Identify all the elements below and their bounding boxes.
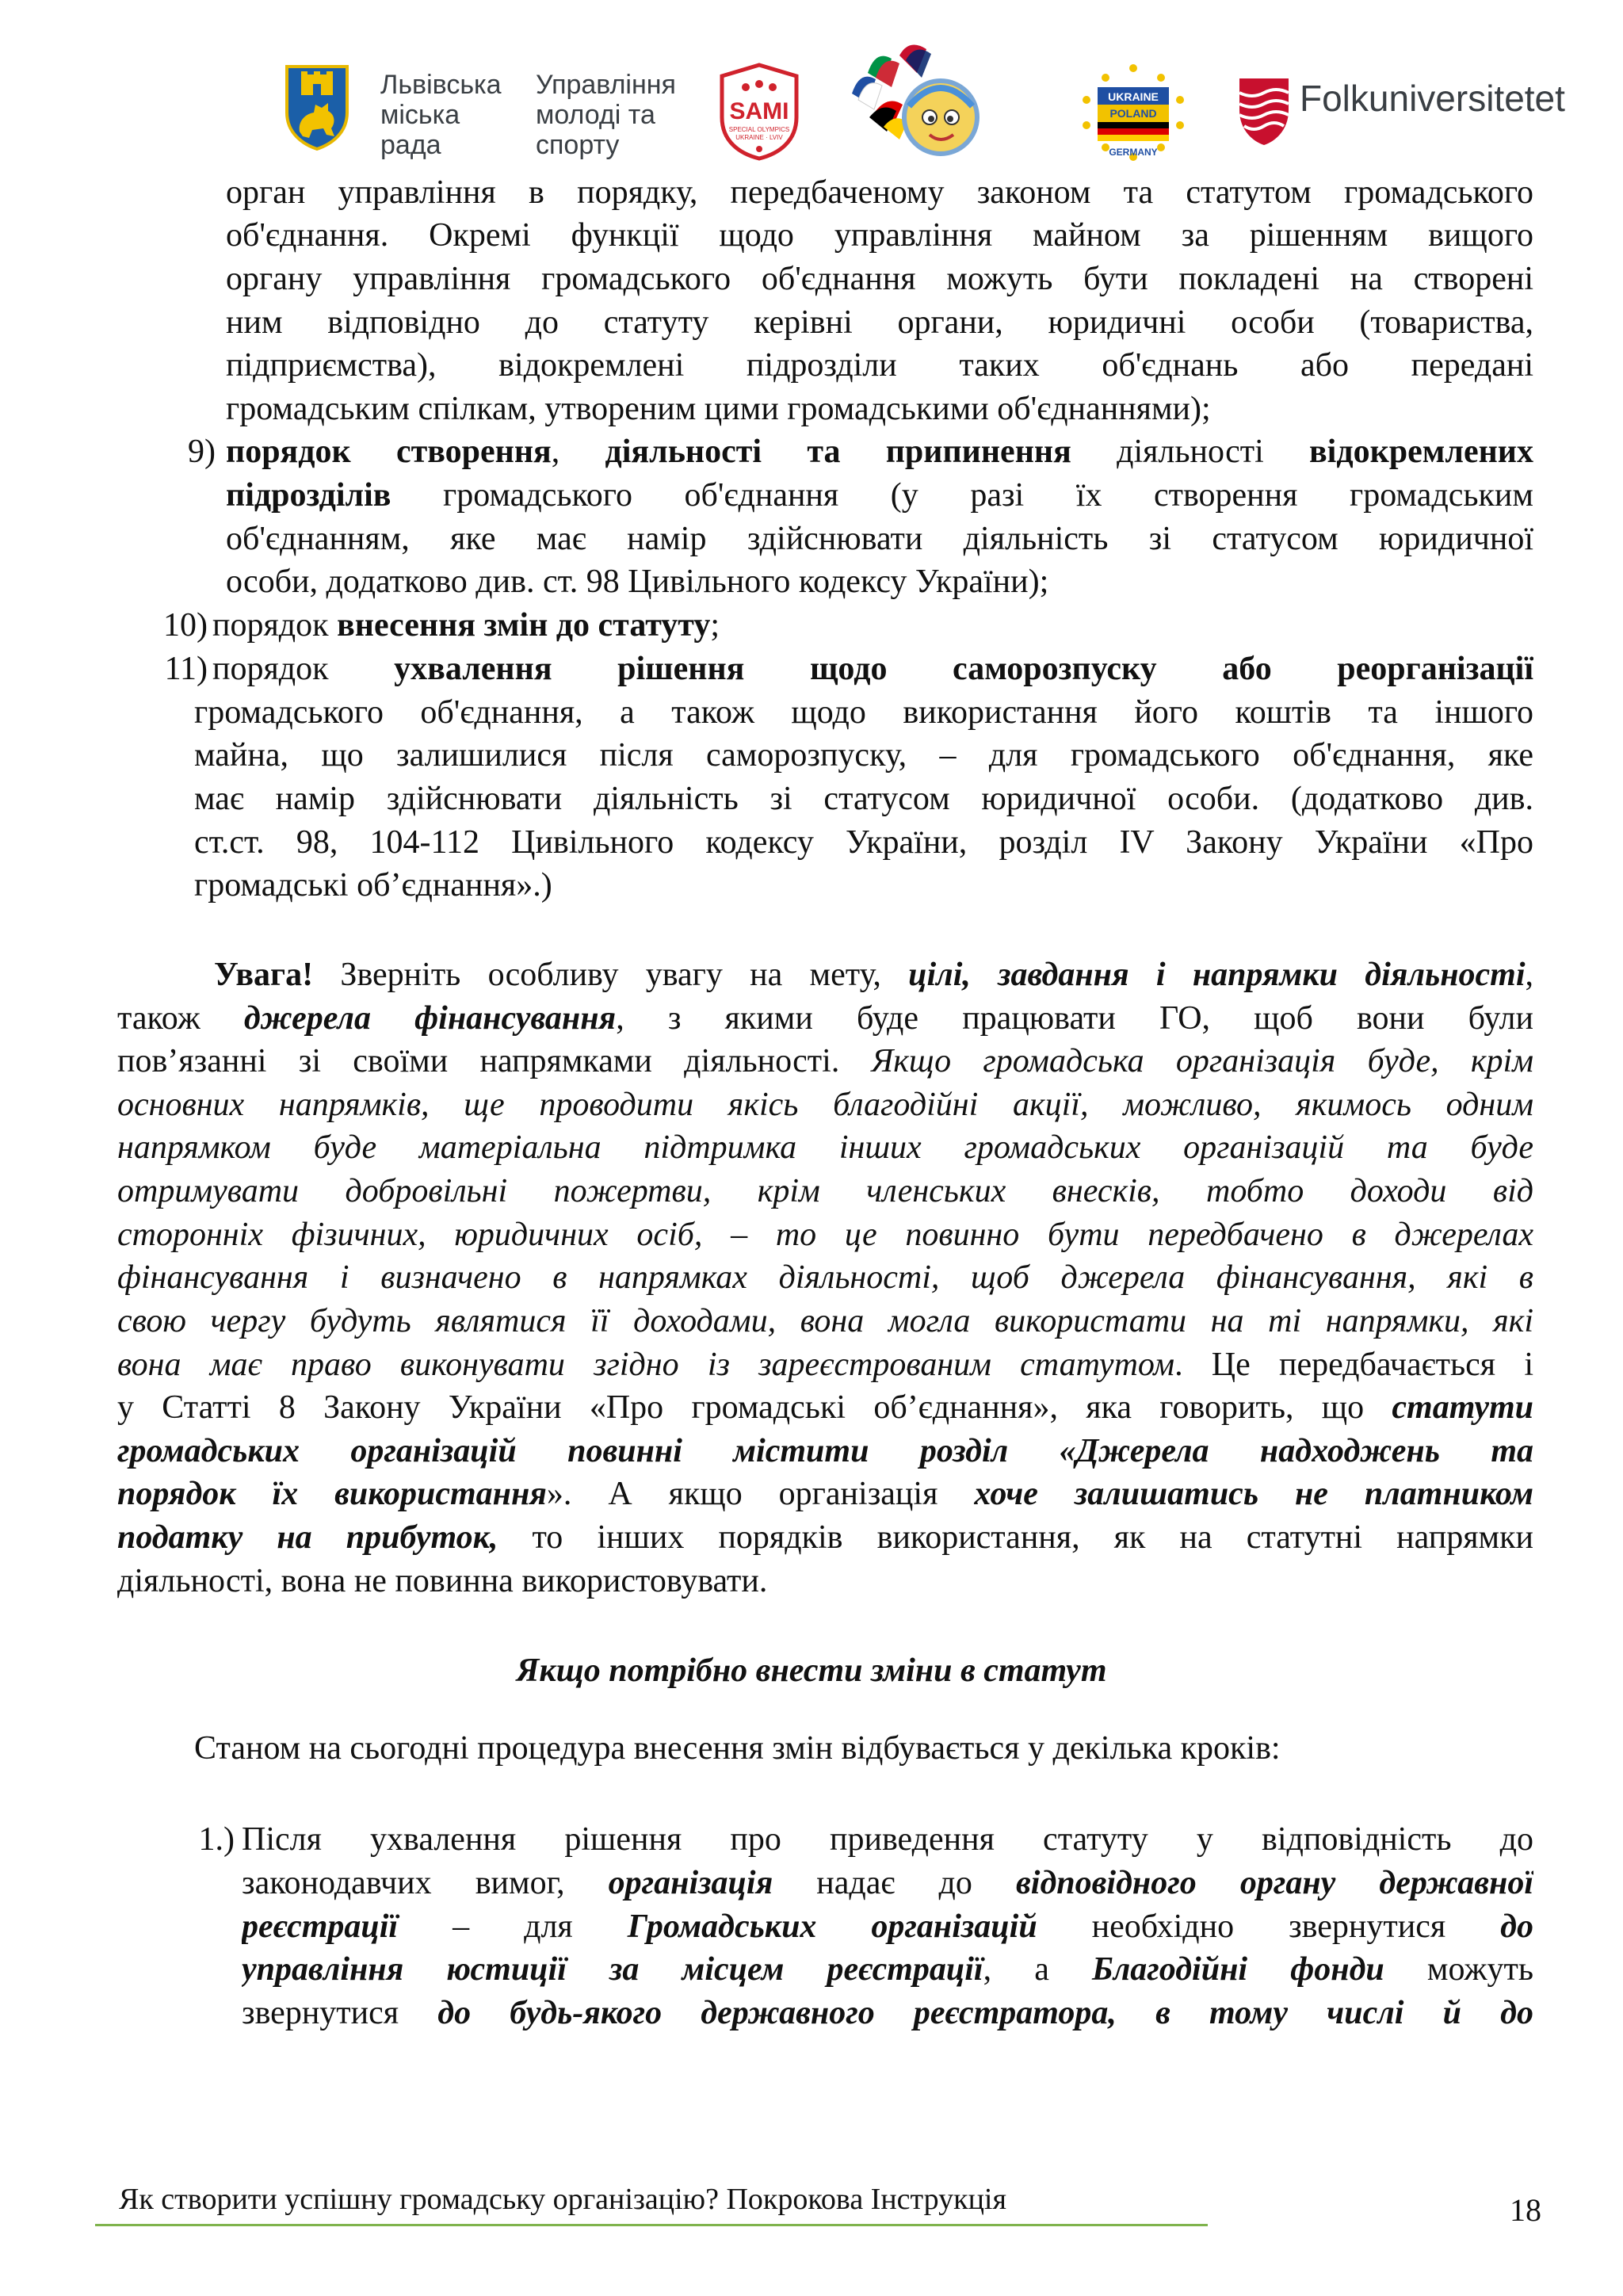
section-heading: Якщо потрібно внести зміни в статут: [516, 1652, 1107, 1689]
text-line: особи, додатково див. ст. 98 Цивільного кодексу України);: [226, 563, 1049, 600]
lviv-coat-of-arms-icon: [284, 63, 350, 151]
text-span: ,: [1525, 957, 1533, 993]
bold-italic-text: організація: [608, 1865, 773, 1901]
text-span: діяльності: [1071, 434, 1309, 470]
bold-italic-text: джерела фінансування: [243, 1000, 617, 1037]
list-number: 11): [164, 651, 208, 687]
text-line: [117, 1430, 1533, 1473]
bold-italic-text: цілі, завдання і напрямки діяльності: [908, 957, 1526, 993]
text-line: [242, 1905, 1533, 1948]
bold-text: відокремлених: [1308, 434, 1533, 470]
text-span: у Статті 8 Закону України «Про громадські об’єднання», яка говорить, що: [117, 1389, 1392, 1426]
bold-text: діяльності та припинення: [605, 434, 1071, 470]
text-line: Після ухвалення рішення про приведення статуту у відповідність до: [242, 1821, 1533, 1858]
page-number: 18: [1510, 2192, 1541, 2228]
text-span: Зверніть особливу увагу на мету,: [313, 957, 909, 993]
text-span: законодавчих вимог,: [242, 1865, 609, 1901]
logo-line: молоді та: [536, 100, 655, 130]
text-line: [117, 1516, 1533, 1559]
text-line: діяльності, вона не повинна використовувати.: [117, 1563, 768, 1599]
text-line: громадського об'єднання, а також щодо використання його коштів та іншого: [194, 694, 1533, 731]
text-line: підприємства), відокремлені підрозділи таких об'єднань або передані: [226, 347, 1533, 384]
text-line: [226, 430, 1533, 473]
bold-italic-text: Благодійні фонди: [1092, 1951, 1384, 1988]
list-number: 10): [163, 607, 208, 644]
text-line: ст.ст. 98, 104-112 Цивільного кодексу України, розділ IV Закону України «Про: [194, 824, 1533, 861]
text-line: [214, 953, 1533, 996]
youth-sport-department-label: [536, 70, 676, 160]
text-span: ». А якщо організація: [546, 1476, 975, 1512]
folkuniversitetet-wordmark: Folkuniversitetet: [1300, 78, 1565, 119]
ukraine-poland-germany-logo: [1074, 60, 1193, 163]
text-line: Станом на сьогодні процедура внесення змін відбувається у декілька кроків:: [194, 1730, 1281, 1767]
logo-line: Управління: [536, 70, 676, 100]
lviv-city-council-label: [380, 70, 502, 160]
text-line: [117, 1473, 1533, 1515]
text-span: звернутися: [242, 1995, 438, 2031]
svg-text:GERMANY: GERMANY: [1109, 147, 1158, 158]
text-span: . Це передбачається і: [1174, 1347, 1533, 1383]
italic-text: сторонніх фізичних, юридичних осіб, – то це повинно бути передбачено в джерелах: [117, 1217, 1533, 1253]
text-span: ;: [710, 607, 720, 644]
italic-text: Якщо громадська організація буде, крім: [871, 1043, 1533, 1079]
text-span: можуть: [1384, 1951, 1533, 1988]
text-span: порядок: [212, 651, 395, 687]
bold-italic-text: статути: [1392, 1389, 1533, 1426]
bold-italic-text: податку на прибуток,: [117, 1519, 498, 1556]
logo-line: спорту: [536, 130, 620, 160]
footer-divider: [95, 2224, 1208, 2226]
italic-text: основних напрямків, ще проводити якісь благодійні акції, можливо, якимось одним: [117, 1087, 1533, 1123]
italic-text: вона має право виконувати згідно із зареєстрованим статутом: [117, 1347, 1175, 1383]
bold-italic-text: хоче залишатись не платником: [974, 1476, 1533, 1512]
text-line: [226, 474, 1533, 517]
text-line: [242, 1948, 1533, 1991]
svg-text:POLAND: POLAND: [1109, 107, 1157, 120]
text-line: об'єднанням, яке має намір здійснювати діяльність зі статусом юридичної: [226, 521, 1533, 557]
logo-line: Львівська: [380, 70, 502, 100]
text-span: порядок: [212, 607, 338, 644]
text-span: то інших порядків використання, як на статутні напрямки: [498, 1519, 1533, 1556]
text-line: [117, 1213, 1533, 1256]
text-line: [212, 648, 1533, 690]
text-line: [117, 1170, 1533, 1213]
bold-italic-text: громадських організацій повинні містити розділ «Джерела надходжень та: [117, 1433, 1533, 1469]
text-line: має намір здійснювати діяльність зі статусом юридичної особи. (додатково див.: [194, 781, 1533, 817]
text-span: , а: [983, 1951, 1093, 1988]
bold-italic-text: відповідного органу державної: [1016, 1865, 1533, 1901]
text-span: необхідно звернутися: [1037, 1908, 1501, 1945]
text-line: громадським спілкам, утвореним цими громадськими об'єднаннями);: [226, 391, 1211, 427]
folkuniversitetet-logo-icon: [1236, 75, 1292, 147]
text-line: орган управління в порядку, передбаченому законом та статутом громадського: [226, 174, 1533, 211]
text-span: також: [117, 1000, 244, 1037]
bold-text: підрозділів: [226, 477, 391, 514]
text-line: [242, 1992, 1533, 2034]
text-line: громадські об’єднання».): [194, 867, 552, 904]
bold-text: порядок створення: [226, 434, 552, 470]
bold-text: внесення змін до статуту: [337, 607, 711, 644]
text-span: ,: [551, 434, 605, 470]
text-line: [242, 1862, 1533, 1904]
bold-italic-text: управління юстиції за місцем реєстрації: [242, 1951, 983, 1988]
bold-italic-text: Громадських організацій: [627, 1908, 1037, 1945]
svg-text:UKRAINE · LVIV: UKRAINE · LVIV: [735, 134, 783, 141]
bold-italic-text: порядок їх використання: [117, 1476, 547, 1512]
bold-italic-text: до будь-якого державного реєстратора, в тому числі й до: [437, 1995, 1533, 2031]
svg-text:SPECIAL OLYMPICS: SPECIAL OLYMPICS: [728, 126, 790, 133]
text-line: [117, 1300, 1533, 1343]
text-line: об'єднання. Окремі функції щодо управління майном за рішенням вищого: [226, 217, 1533, 254]
text-line: [117, 1343, 1533, 1386]
svg-text:SAMI: SAMI: [729, 98, 789, 124]
text-span: , з якими буде працювати ГО, щоб вони були: [616, 1000, 1533, 1037]
bold-italic-text: реєстрації: [242, 1908, 399, 1945]
svg-text:UKRAINE: UKRAINE: [1108, 90, 1159, 103]
text-span: надає до: [773, 1865, 1017, 1901]
footer-title: Як створити успішну громадську організацію? Покрокова Інструкція: [119, 2183, 1006, 2216]
bold-text: Увага!: [214, 957, 314, 993]
flags-mascot-logo: [844, 38, 987, 165]
text-line: органу управління громадського об'єднання можуть бути покладені на створені: [226, 261, 1533, 297]
text-span: громадського об'єднання (у разі їх створення громадським: [391, 477, 1533, 514]
sami-special-olympics-logo: [709, 62, 809, 162]
italic-text: свою чергу будуть являтися її доходами, вона могла використати на ті напрямки, які: [117, 1303, 1533, 1339]
list-number: 1.): [198, 1821, 235, 1858]
text-span: пов’язанні зі своїми напрямками діяльності.: [117, 1043, 872, 1079]
text-line: [117, 1040, 1533, 1083]
bold-text: ухвалення рішення щодо саморозпуску або реорганізації: [394, 651, 1533, 687]
text-line: [117, 997, 1533, 1040]
text-line: ним відповідно до статуту керівні органи, юридичні особи (товариства,: [226, 304, 1533, 341]
italic-text: напрямком буде матеріальна підтримка інших громадських організацій та буде: [117, 1129, 1533, 1166]
logo-line: рада: [380, 130, 441, 160]
text-line: [117, 1083, 1533, 1126]
text-line: [117, 1386, 1533, 1429]
text-line: [117, 1126, 1533, 1169]
bold-italic-text: до: [1500, 1908, 1533, 1945]
text-line: [117, 1256, 1533, 1299]
italic-text: отримувати добровільні пожертви, крім членських внесків, тобто доходи від: [117, 1173, 1533, 1209]
logo-line: міська: [380, 100, 460, 130]
list-number: 9): [188, 434, 216, 470]
text-line: майна, що залишилися після саморозпуску, – для громадського об'єднання, яке: [194, 737, 1533, 774]
text-span: – для: [398, 1908, 628, 1945]
text-line: [212, 604, 720, 647]
italic-text: фінансування і визначено в напрямках діяльності, щоб джерела фінансування, які в: [117, 1259, 1533, 1296]
